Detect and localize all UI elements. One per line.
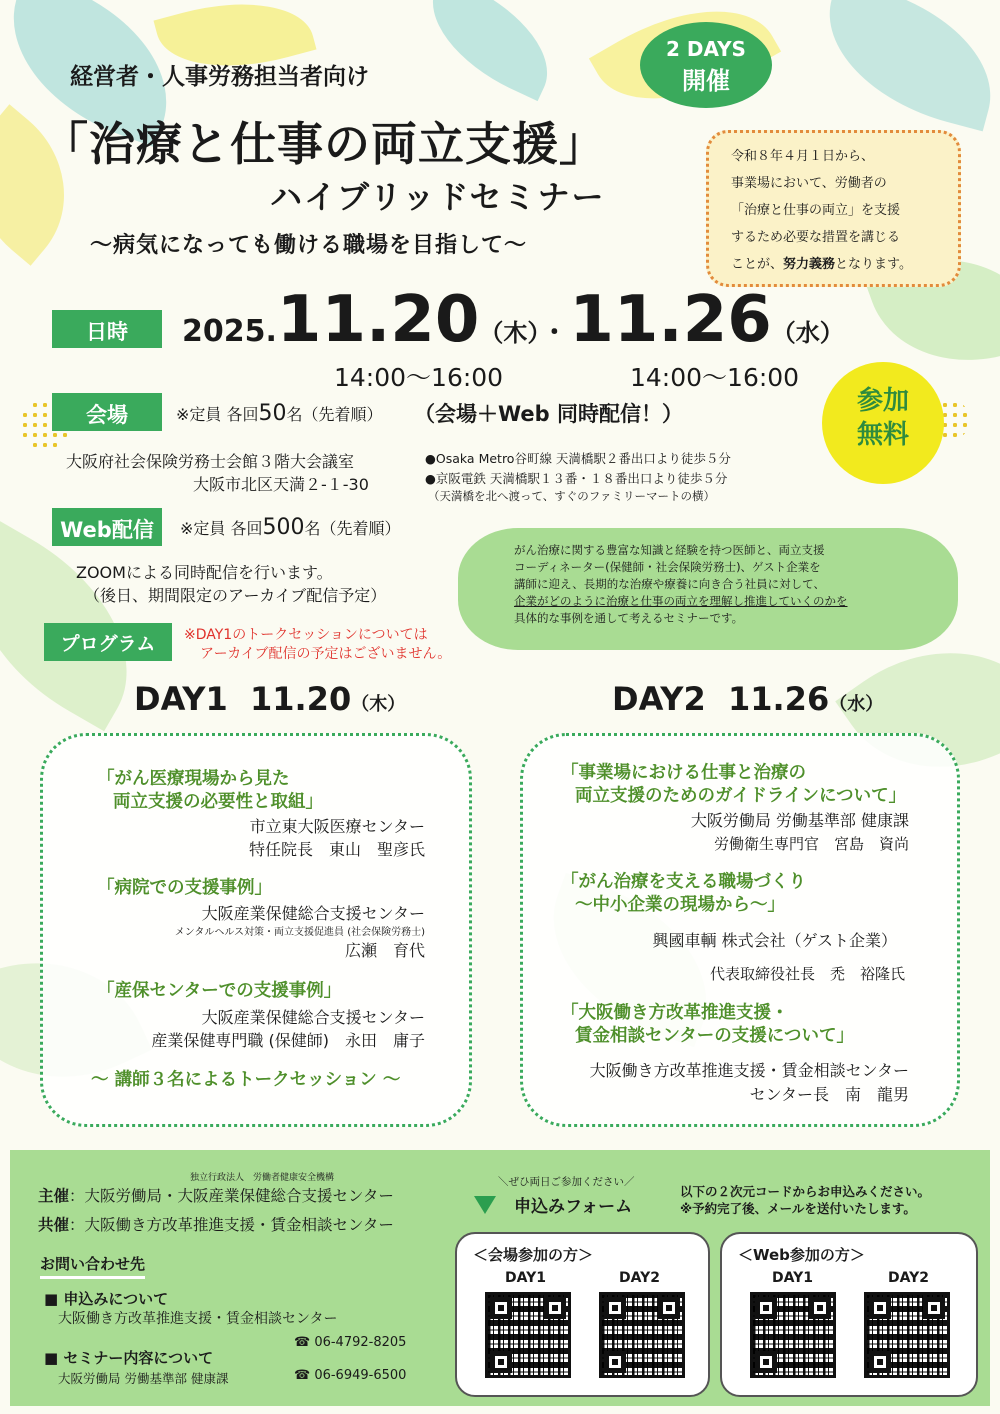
description-line: コーディネーター(保健師・社会保険労務士)、ゲスト企業を <box>514 560 821 574</box>
qr-code-web-day1[interactable] <box>750 1292 836 1378</box>
day1-date: 11.20 <box>276 283 480 357</box>
talk-title: 「大阪働き方改革推進支援・ <box>561 1003 789 1023</box>
talk-title: 両立支援のためのガイドラインについて」 <box>575 786 907 806</box>
date-label: 日時 <box>52 310 162 348</box>
speaker-org: 市立東大阪医療センター <box>249 817 425 836</box>
notice-box <box>706 130 961 287</box>
talk-title: 〜中小企業の現場から〜」 <box>575 895 785 915</box>
talk-title: 賃金相談センターの支援について」 <box>575 1026 854 1046</box>
date-separator: ・ <box>541 318 568 348</box>
form-label: 申込みフォーム <box>514 1197 633 1217</box>
talk-title: 「病院での支援事例」 <box>97 878 272 898</box>
access-line: ●Osaka Metro谷町線 天満橋駅２番出口より徒歩５分 <box>425 451 731 466</box>
day2-heading: DAY2 11.26（水） <box>612 680 884 718</box>
speaker-org: 大阪働き方改革推進支援・賃金相談センター <box>589 1061 909 1080</box>
speaker-name: 産業保健専門職 (保健師) 永田 庸子 <box>151 1031 425 1050</box>
badge-line2: 開催 <box>682 67 730 95</box>
day2-date: 11.26 <box>569 283 772 357</box>
description-line: がん治療に関する豊富な知識と経験を持つ医師と、両立支援 <box>514 543 825 557</box>
form-desc: ※予約完了後、メールを送付いたします。 <box>680 1201 916 1216</box>
speaker-name: 代表取締役社長 禿 裕隆氏 <box>709 965 905 983</box>
day2-time: 14:00〜16:00 <box>630 363 800 392</box>
speaker-org: 大阪産業保健総合支援センター <box>201 1008 425 1027</box>
notice-line: 「治療と仕事の両立」を支援 <box>731 203 901 218</box>
talk-title: 「事業場における仕事と治療の <box>561 763 806 783</box>
speaker-name: センター長 南 龍男 <box>749 1085 909 1104</box>
speaker-role: メンタルヘルス対策・両立支援促進員 (社会保険労務士) <box>174 927 425 938</box>
venue-address: 大阪市北区天満２-１-30 <box>193 475 369 494</box>
venue-capacity: ※定員 各回50名（先着順） <box>176 401 383 426</box>
speaker-org: 大阪労働局 労働基準部 健康課 <box>690 811 909 830</box>
host-line: 主催：大阪労働局・大阪産業保健総合支援センター <box>38 1187 394 1205</box>
description-line: 企業がどのように治療と仕事の両立を理解し推進していくのかを <box>514 594 848 608</box>
contact-org: 大阪働き方改革推進支援・賃金相談センター <box>58 1311 338 1327</box>
description-line: 講師に迎え、長期的な治療や療養に向き合う社員に対して、 <box>514 577 825 591</box>
contact-title: ■ セミナー内容について <box>44 1349 214 1367</box>
form-desc: 以下の２次元コードからお申込みください。 <box>680 1184 931 1199</box>
access-line: ●京阪電鉄 天満橋駅１３番・１８番出口より徒歩５分 <box>425 471 728 486</box>
web-label: Web配信 <box>52 508 162 546</box>
venue-qr-box <box>455 1232 710 1397</box>
badge-line1: 2 DAYS <box>666 37 746 61</box>
talk-title: 両立支援の必要性と取組」 <box>113 792 323 812</box>
speaker-org: 大阪産業保健総合支援センター <box>201 904 425 923</box>
program-label: プログラム <box>44 623 172 661</box>
free-badge <box>822 362 944 484</box>
qr-day-label: DAY2 <box>619 1270 660 1286</box>
venue-label: 会場 <box>52 393 162 431</box>
qr-box-title: ＜Web参加の方＞ <box>738 1246 865 1264</box>
qr-day-label: DAY1 <box>772 1270 813 1286</box>
web-line: （後日、期間限定のアーカイブ配信予定） <box>84 586 387 605</box>
contact-title: ■ 申込みについて <box>44 1290 169 1308</box>
form-note: ＼ぜひ両日ご参加ください／ <box>498 1176 635 1188</box>
notice-line: するため必要な措置を講じる <box>731 230 901 245</box>
day1-time: 14:00〜16:00 <box>334 363 504 392</box>
venue-name: 大阪府社会保険労務士会館３階大会議室 <box>66 452 355 471</box>
qr-code-venue-day1[interactable] <box>485 1292 571 1378</box>
access-line: （天満橋を北へ渡って、すぐのファミリーマートの横） <box>428 489 716 503</box>
hybrid-note: （会場＋Web 同時配信！） <box>414 402 684 426</box>
description-line: 具体的な事例を通して考えるセミナーです。 <box>514 611 744 625</box>
notice-emphasis: 努力義務 <box>783 257 836 272</box>
speaker-name: 特任院長 東山 聖彦氏 <box>248 840 425 859</box>
contact-org: 大阪労働局 労働基準部 健康課 <box>58 1371 229 1386</box>
day1-program-box <box>40 733 472 1127</box>
audience-heading: 経営者・人事労務担当者向け <box>70 64 369 90</box>
qr-box-title: ＜会場参加の方＞ <box>473 1246 594 1264</box>
day1-heading: DAY1 11.20（木） <box>134 680 406 718</box>
talk-title: 「がん治療を支える職場づくり <box>561 872 806 892</box>
notice-line: 令和８年４月１日から、 <box>731 149 875 164</box>
contact-label: お問い合わせ先 <box>40 1253 145 1279</box>
speaker-name: 労働衛生専門官 宮島 資尚 <box>713 835 909 853</box>
page-subtitle-seminar: ハイブリッドセミナー <box>270 178 606 216</box>
footer-panel <box>10 1150 990 1406</box>
date-row <box>182 283 844 357</box>
talk-session: 〜 講師３名によるトークセッション 〜 <box>91 1070 401 1090</box>
talk-title: 「がん医療現場から見た <box>97 769 290 789</box>
year: 2025. <box>182 314 277 349</box>
notice-line: 事業場において、労働者の <box>731 176 887 191</box>
contact-phone[interactable]: ☎ 06-6949-6500 <box>294 1368 407 1383</box>
speaker-name: 広瀬 育代 <box>344 941 425 960</box>
day1-weekday: （木） <box>479 319 540 347</box>
notice-line: ことが、努力義務となります。 <box>731 257 912 272</box>
qr-code-web-day2[interactable] <box>864 1292 950 1378</box>
page-tagline: 〜病気になっても働ける職場を目指して〜 <box>90 233 528 258</box>
qr-code-venue-day2[interactable] <box>599 1292 685 1378</box>
cohost-line: 共催：大阪働き方改革推進支援・賃金相談センター <box>38 1216 394 1234</box>
web-capacity: ※定員 各回500名（先着順） <box>180 515 401 540</box>
qr-day-label: DAY1 <box>505 1270 546 1286</box>
contact-phone[interactable]: ☎ 06-4792-8205 <box>294 1335 407 1350</box>
talk-title: 「産保センターでの支援事例」 <box>97 981 342 1001</box>
program-note: ※DAY1のトークセッションについては アーカイブ配信の予定はございません。 <box>184 627 452 662</box>
day2-weekday: （水） <box>771 319 844 347</box>
page-title: 「治療と仕事の両立支援」 <box>42 117 606 171</box>
web-qr-box <box>720 1232 978 1397</box>
org-note: 独立行政法人 労働者健康安全機構 <box>190 1173 335 1183</box>
qr-day-label: DAY2 <box>888 1270 929 1286</box>
web-line: ZOOMによる同時配信を行います。 <box>76 563 333 582</box>
triangle-down-icon <box>474 1196 496 1214</box>
day2-program-box <box>520 733 960 1127</box>
free-badge-line2: 無料 <box>856 420 909 450</box>
two-days-badge <box>640 22 772 108</box>
speaker-org: 興國車輌 株式会社（ゲスト企業） <box>652 931 897 950</box>
description-cloud <box>458 528 958 650</box>
free-badge-line1: 参加 <box>856 386 909 416</box>
